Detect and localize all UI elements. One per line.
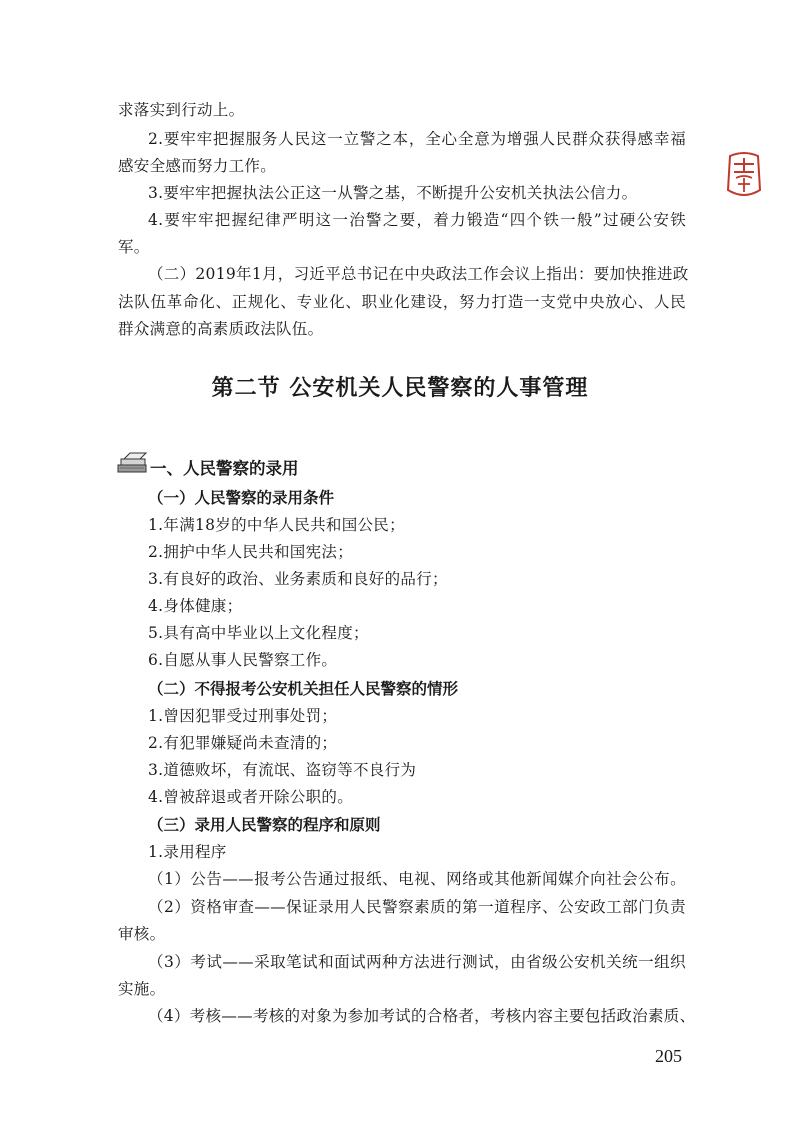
list-item: 2.有犯罪嫌疑尚未查清的； xyxy=(148,734,338,752)
list-item: 6.自愿从事人民警察工作。 xyxy=(148,651,338,669)
paragraph-line: （2）资格审查——保证录用人民警察素质的第一道程序、公安政工部门负责 xyxy=(148,898,686,916)
paragraph-line: （4）考核——考核的对象为参加考试的合格者，考核内容主要包括政治素质、 xyxy=(148,1007,696,1025)
paragraph-line: 4.要牢牢把握纪律严明这一治警之要，着力锻造“四个铁一般”过硬公安铁 xyxy=(148,211,686,229)
shangancun-logo-icon xyxy=(722,150,766,200)
paragraph-line: （1）公告——报考公告通过报纸、电视、网络或其他新闻媒介向社会公布。 xyxy=(148,870,686,888)
section-title: 第二节 公安机关人民警察的人事管理 xyxy=(211,375,589,401)
paragraph-line: 2.要牢牢把握服务人民这一立警之本，全心全意为增强人民群众获得感幸福 xyxy=(148,130,686,148)
paragraph-line: 群众满意的高素质政法队伍。 xyxy=(118,320,324,338)
paragraph-line: 审核。 xyxy=(118,925,166,943)
paragraph-line: 实施。 xyxy=(118,980,166,998)
list-item: 3.有良好的政治、业务素质和良好的品行； xyxy=(148,570,448,588)
heading-recruitment: 一、人民警察的录用 xyxy=(150,459,299,478)
list-item: 5.具有高中毕业以上文化程度； xyxy=(148,624,369,642)
paragraph-line: 3.要牢牢把握执法公正这一从警之基，不断提升公安机关执法公信力。 xyxy=(148,184,638,202)
subheading-exclusions: （二）不得报考公安机关担任人民警察的情形 xyxy=(148,680,459,698)
page-number: 205 xyxy=(655,1046,682,1066)
subheading-conditions: （一）人民警察的录用条件 xyxy=(148,489,335,507)
paragraph-line: （3）考试——采取笔试和面试两种方法进行测试，由省级公安机关统一组织 xyxy=(148,953,686,971)
book-stack-icon xyxy=(116,451,150,475)
paragraph-line: 军。 xyxy=(118,238,150,256)
list-item: 1.年满18岁的中华人民共和国公民； xyxy=(148,516,405,534)
paragraph-line: 感安全感而努力工作。 xyxy=(118,157,277,175)
paragraph-line: 求落实到行动上。 xyxy=(118,101,245,119)
list-item: 3.道德败坏，有流氓、盗窃等不良行为 xyxy=(148,761,417,779)
paragraph-line: 法队伍革命化、正规化、专业化、职业化建设，努力打造一支党中央放心、人民 xyxy=(118,293,686,311)
list-item: 4.曾被辞退或者开除公职的。 xyxy=(148,788,353,806)
list-item: 1.曾因犯罪受过刑事处罚； xyxy=(148,707,338,725)
list-item: 4.身体健康； xyxy=(148,597,243,615)
list-item: 1.录用程序 xyxy=(148,843,227,861)
subheading-procedure: （三）录用人民警察的程序和原则 xyxy=(148,816,381,834)
list-item: 2.拥护中华人民共和国宪法； xyxy=(148,543,353,561)
paragraph-line: （二）2019年1月，习近平总书记在中央政法工作会议上指出：要加快推进政 xyxy=(148,265,689,283)
